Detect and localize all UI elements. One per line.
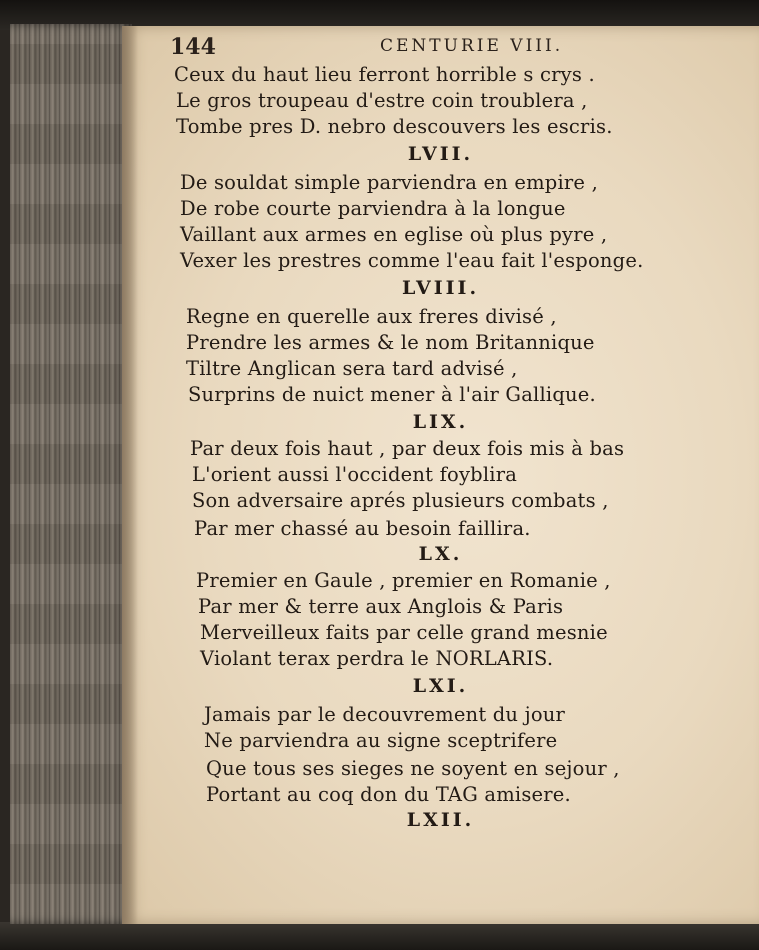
verse-line: Surprins de nuict mener à l'air Gallique. [188, 383, 596, 406]
quatrain-number: LIX. [412, 411, 469, 433]
quatrain-number: LXII. [406, 809, 475, 831]
page-text [122, 26, 759, 924]
verse-line: Le gros troupeau d'estre coin troublera , [176, 89, 588, 112]
verse-line: Prendre les armes & le nom Britannique [186, 331, 595, 354]
verse-line: Tombe pres D. nebro descouvers les escris. [176, 115, 613, 138]
verse-line: De souldat simple parviendra en empire , [180, 171, 598, 194]
verse-line: Premier en Gaule , premier en Romanie , [196, 569, 611, 592]
verse-line: Portant au coq don du TAG amisere. [206, 783, 571, 806]
backdrop-bottom [0, 922, 759, 950]
verse-line: Ne parviendra au signe sceptrifere [204, 729, 558, 752]
verse-line: Par deux fois haut , par deux fois mis à bas [190, 437, 625, 460]
verse-line: Vexer les prestres comme l'eau fait l'esponge. [180, 249, 644, 272]
verse-line: Violant terax perdra le NORLARIS. [200, 647, 554, 670]
verse-line: L'orient aussi l'occident foyblira [192, 463, 518, 486]
verse-line: Regne en querelle aux freres divisé , [186, 305, 557, 328]
quatrain-number: LXI. [412, 675, 469, 697]
quatrain-number: LX. [418, 543, 463, 565]
verse-line: Que tous ses sieges ne soyent en sejour , [206, 757, 620, 780]
verse-line: De robe courte parviendra à la longue [180, 197, 566, 220]
verse-line: Par mer chassé au besoin faillira. [194, 517, 531, 540]
verse-line: Par mer & terre aux Anglois & Paris [198, 595, 564, 618]
quatrain-number: LVII. [407, 143, 474, 165]
verse-line: Jamais par le decouvrement du jour [204, 703, 566, 726]
verse-line: Tiltre Anglican sera tard advisé , [186, 357, 518, 380]
verse-line: Vaillant aux armes en eglise où plus pyre , [180, 223, 608, 246]
verse-line: Ceux du haut lieu ferront horrible s crys . [174, 63, 595, 86]
verse-line: Merveilleux faits par celle grand mesnie [200, 621, 608, 644]
verse-line: Son adversaire aprés plusieurs combats , [192, 489, 609, 512]
page-number: 144 [170, 34, 216, 60]
book-page [122, 26, 759, 924]
page-edges [10, 24, 132, 924]
quatrain-number: LVIII. [401, 277, 480, 299]
running-head: CENTURIE VIII. [380, 36, 564, 56]
